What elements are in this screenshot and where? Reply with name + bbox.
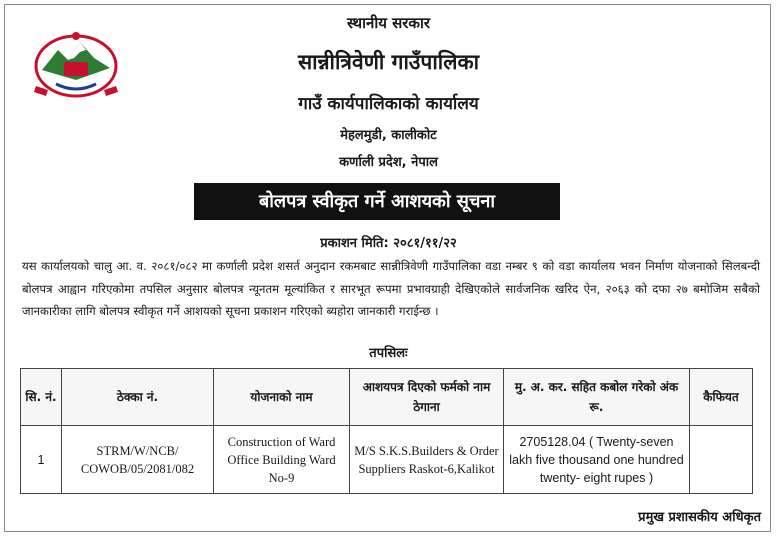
office-name: गाउँ कार्यपालिकाको कार्यालय — [298, 94, 479, 114]
notice-body: यस कार्यालयको चालु आ. व. २०८१/०८२ मा कर्णाली प्रदेश शसर्त अनुदान रकमबाट सान्नीत्रिवेणी गाउँपालिका वडा नम्बर ९ को वडा कार्यालय भवन निर्माण योजनाको सिलबन्दी बोलपत्र आह्वान गरिएकोमा तपसिल अनुसार बोलपत्र न्यूनतम मूल्यांकित र सारभूत रूपमा प्रभावग्राही देखिएकोले सार्वजनिक खरिद ऐन, २०६३ को दफा २७ बमोजिम सबैको जानकारीका लागि बोलपत्र स्वीकृत गर्ने आशयको सूचना प्रकाशन गरिएको ब्यहोरा जानकारी गराईन्छ । — [22, 259, 760, 318]
table-header-row — [21, 369, 753, 426]
cell-remarks — [690, 426, 753, 494]
office-address: मेहलमुडी, कालीकोट — [340, 128, 437, 143]
cell-contract-no: STRM/W/NCB/ COWOB/05/2081/082 — [62, 426, 214, 494]
header-serial-no: सि. नं. — [21, 369, 62, 426]
local-government-label: स्थानीय सरकार — [347, 14, 430, 32]
header-remarks: कैफियत — [690, 369, 753, 426]
municipality-name: सान्नीत्रिवेणी गाउँपालिका — [297, 50, 480, 74]
publication-date: प्रकाशन मिति: २०८१/११/२२ — [320, 236, 457, 251]
bid-table — [20, 368, 753, 494]
cell-project-name: Construction of Ward Office Building Ward No-9 — [214, 426, 350, 494]
notice-title: बोलपत्र स्वीकृत गर्ने आशयको सूचना — [194, 183, 560, 220]
header-firm-name: आशयपत्र दिएको फर्मको नाम ठेगाना — [350, 369, 504, 426]
cell-serial-no: 1 — [21, 426, 62, 494]
cell-bid-amount: 2705128.04 ( Twenty-seven lakh five thousand one hundred twenty- eight rupes ) — [504, 426, 690, 494]
details-heading: तपसिलः — [369, 346, 408, 361]
header-contract-no: ठेक्का नं. — [62, 369, 214, 426]
province-country: कर्णाली प्रदेश, नेपाल — [339, 155, 438, 170]
header-bid-amount: मु. अ. कर. सहित कबोल गरेको अंक रू. — [504, 369, 690, 426]
signatory-title: प्रमुख प्रशासकीय अधिकृत — [638, 510, 761, 525]
table-row — [21, 426, 753, 494]
header-project-name: योजनाको नाम — [214, 369, 350, 426]
cell-firm-name: M/S S.K.S.Builders & Order Suppliers Raskot-6,Kalikot — [350, 426, 504, 494]
